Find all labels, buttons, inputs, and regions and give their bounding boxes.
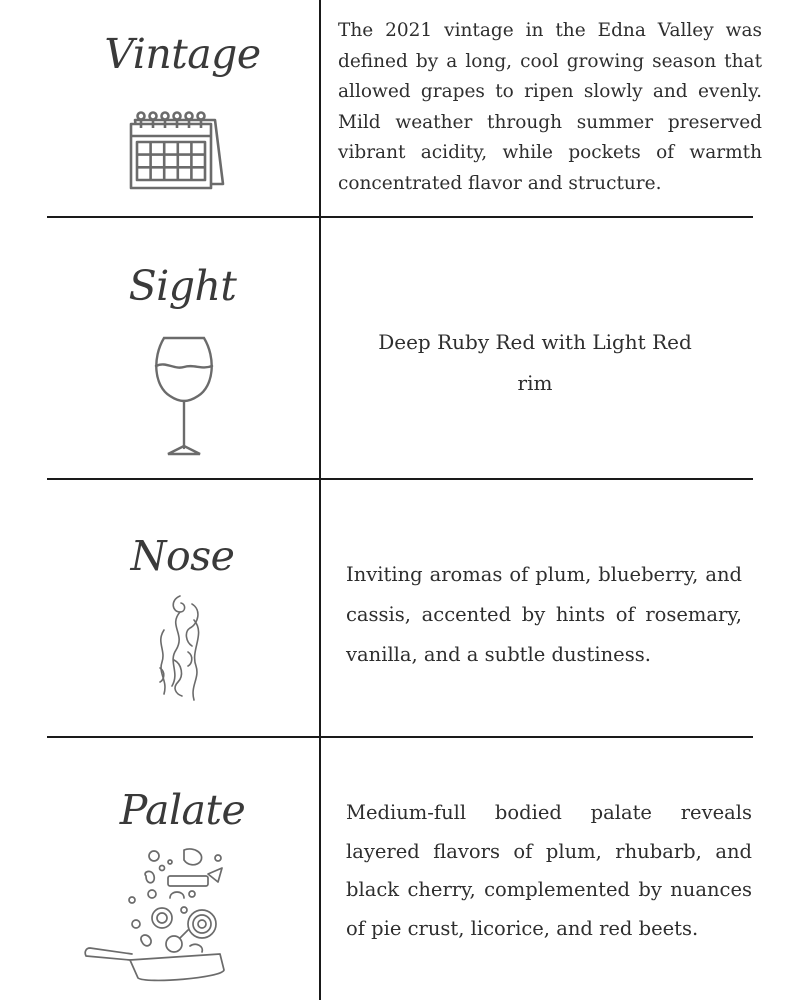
cooking-pan-icon — [84, 846, 234, 992]
sight-description: Deep Ruby Red with Light Red rim — [378, 330, 692, 395]
palate-section — [0, 738, 800, 1000]
wine-glass-icon — [150, 336, 218, 458]
nose-heading: Nose — [130, 532, 235, 580]
palate-heading: Palate — [119, 786, 246, 834]
sight-section — [0, 218, 800, 478]
aroma-swirl-icon — [150, 590, 210, 706]
vintage-description: The 2021 vintage in the Edna Valley was defined by a long, cool growing season that allowed grapes to ripen slowly and evenly. Mild weather through summer preserved vibrant acidity, while pockets of warmth concentrated flavor and structure. — [338, 20, 762, 194]
vintage-section — [0, 0, 800, 216]
palate-description: Medium-full bodied palate reveals layered flavors of plum, rhubarb, and black cherry, complemented by nuances of pie crust, licorice, and red beets. — [346, 801, 752, 940]
sight-heading: Sight — [128, 262, 237, 310]
nose-description: Inviting aromas of plum, blueberry, and cassis, accented by hints of rosemary, vanilla, and a subtle dustiness. — [346, 563, 742, 666]
nose-section — [0, 480, 800, 736]
calendar-icon — [127, 108, 231, 192]
vintage-heading: Vintage — [104, 30, 261, 78]
